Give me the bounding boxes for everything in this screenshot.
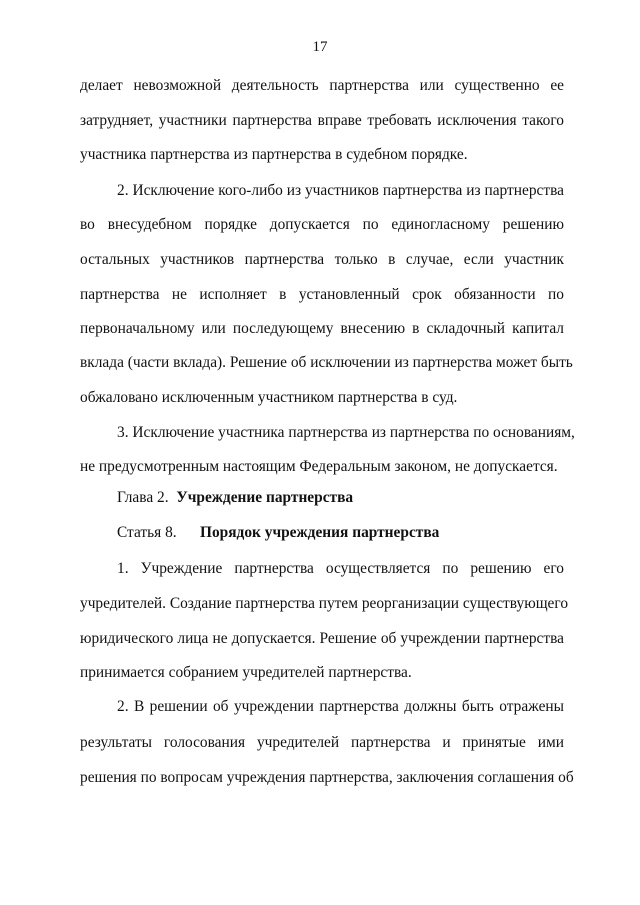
article-title: Порядок учреждения партнерства xyxy=(200,524,440,541)
text-line: принимается собранием учредителей партнерства. xyxy=(80,664,412,681)
text-line: обжаловано исключенным участником партнерства в суд. xyxy=(80,389,458,406)
article-heading xyxy=(117,524,440,542)
text-line: 3. Исключение участника партнерства из партнерства по основаниям, xyxy=(117,424,575,441)
text-line: юридического лица не допускается. Решение об учреждении партнерства xyxy=(80,630,564,647)
text-line: не предусмотренным настоящим Федеральным законом, не допускается. xyxy=(80,458,558,475)
text-line: участника партнерства из партнерства в судебном порядке. xyxy=(80,146,468,163)
text-line: затрудняет, участники партнерства вправе требовать исключения такого xyxy=(80,112,564,129)
text-line: учредителей. Создание партнерства путем реорганизации существующего xyxy=(80,595,569,612)
text-line: во внесудебном порядке допускается по единогласному решению xyxy=(80,216,564,233)
text-line: решения по вопросам учреждения партнерства, заключения соглашения об xyxy=(80,769,574,786)
chapter-title: Учреждение партнерства xyxy=(176,489,354,506)
text-line: результаты голосования учредителей партнерства и принятые ими xyxy=(80,734,564,751)
text-line: 1. Учреждение партнерства осуществляется по решению его xyxy=(117,560,564,577)
page-number: 17 xyxy=(312,39,328,55)
text-line: вклада (части вклада). Решение об исключении из партнерства может быть xyxy=(80,354,573,371)
text-line: 2. Исключение кого-либо из участников партнерства из партнерства xyxy=(117,182,564,199)
text-line: остальных участников партнерства только в случае, если участник xyxy=(80,251,564,268)
chapter-heading xyxy=(117,489,353,507)
article-label: Статья 8. xyxy=(117,524,177,541)
text-line: первоначальному или последующему внесению в складочный капитал xyxy=(80,320,564,337)
text-line: 2. В решении об учреждении партнерства должны быть отражены xyxy=(117,698,564,715)
chapter-label: Глава 2. xyxy=(117,489,169,506)
text-line: делает невозможной деятельность партнерства или существенно ее xyxy=(80,77,564,94)
text-line: партнерства не исполняет в установленный срок обязанности по xyxy=(80,286,564,303)
